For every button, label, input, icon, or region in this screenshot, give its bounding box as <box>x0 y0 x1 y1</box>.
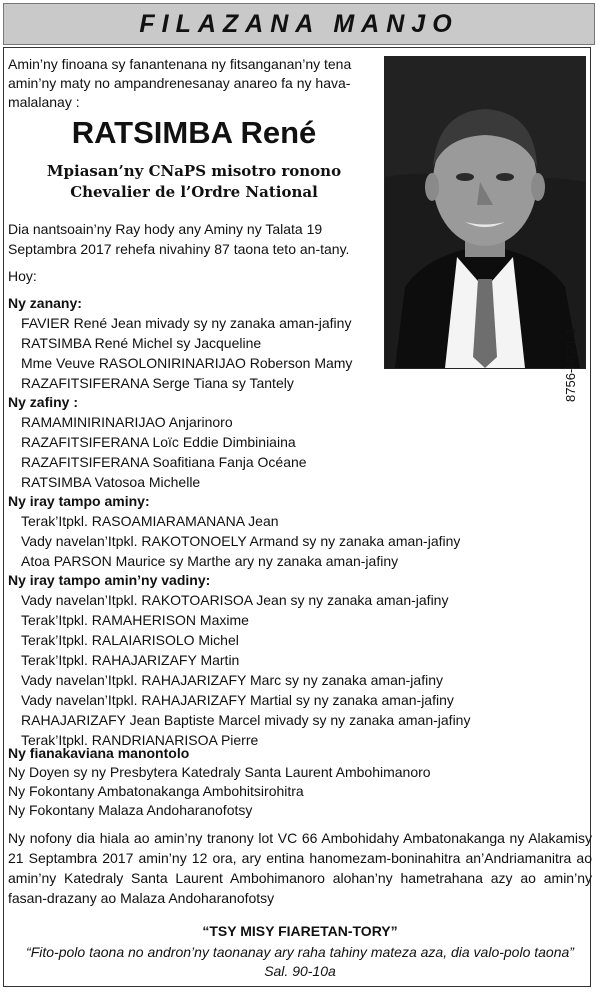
family-member: Terak’Itpkl. RASOAMIARAMANANA Jean <box>21 513 279 529</box>
psalm-reference: Sal. 90-10a <box>264 963 336 979</box>
family-member: RAZAFITSIFERANA Serge Tiana sy Tantely <box>21 375 294 391</box>
family-member: Vady navelan’Itpkl. RAHAJARIZAFY Martial sy ny zanaka aman-jafiny <box>21 692 454 708</box>
family-member: Mme Veuve RASOLONIRINARIJAO Roberson Mamy <box>21 355 353 371</box>
family-group-heading: Ny iray tampo amin’ny vadiny: <box>8 572 211 588</box>
family-member: Terak’Itpkl. RAMAHERISON Maxime <box>21 612 249 628</box>
notice-title: FILAZANA MANJO <box>139 10 459 38</box>
death-announcement: Dia nantsoain’ny Ray hody any Aminy ny Talata 19 Septambra 2017 rehefa nivahiny 87 taona teto an-tany. <box>8 221 350 257</box>
family-member: Vady navelan’Itpkl. RAKOTOARISOA Jean sy ny zanaka aman-jafiny <box>21 592 449 608</box>
notice-header <box>3 3 595 45</box>
extended-family <box>8 744 431 820</box>
deceased-name: RATSIMBA René <box>71 115 317 150</box>
reference-code: 8756-NC/1-1 <box>563 327 578 402</box>
deceased-subtitle-occupation: Mpiasan’ny CNaPS misotro ronono <box>46 162 342 180</box>
family-group-heading: Ny zanany: <box>8 295 82 311</box>
family-group-heading: Ny iray tampo aminy: <box>8 493 150 509</box>
motto: “TSY MISY FIARETAN-TORY” <box>202 923 398 939</box>
burial-details: Ny nofony dia hiala ao amin’ny tranony lot VC 66 Ambohidahy Ambatonakanga ny Alakamisy 21 Septambra 2017 amin’ny 12 ora, ary entina hanomezam-boninahitra an’Andriamanitra ao amin’ny Katedraly Santa Laurent Ambohimanoro alohan’ny hametrahana azy ao amin’ny fasan-drazany ao Malaza Andoharanofotsy <box>8 830 592 906</box>
family-group-heading: Ny zafiny : <box>8 394 79 410</box>
extended-family-heading: Ny fianakaviana manontolo <box>8 745 190 761</box>
hoy-label: Hoy: <box>8 268 37 284</box>
extended-family-item: Ny Fokontany Malaza Andoharanofotsy <box>8 802 253 818</box>
family-member: Terak’Itpkl. RALAIARISOLO Michel <box>21 632 239 648</box>
family-list <box>8 294 568 750</box>
family-member: RAZAFITSIFERANA Loïc Eddie Dimbiniaina <box>21 434 296 450</box>
extended-family-item: Ny Fokontany Ambatonakanga Ambohitsirohitra <box>8 783 304 799</box>
family-member: RAHAJARIZAFY Jean Baptiste Marcel mivady sy ny zanaka aman-jafiny <box>21 712 471 728</box>
family-member: Atoa PARSON Maurice sy Marthe ary ny zanaka aman-jafiny <box>21 553 399 569</box>
family-member: FAVIER René Jean mivady sy ny zanaka aman-jafiny <box>21 315 352 331</box>
family-member: RAZAFITSIFERANA Soafitiana Fanja Océane <box>21 454 307 470</box>
family-member: RATSIMBA Vatosoa Michelle <box>21 474 201 490</box>
psalm-quote: “Fito-polo taona no andron’ny taonanay ary raha tahiny mateza aza, dia valo-polo taona” <box>26 944 574 960</box>
deceased-titles <box>8 161 380 203</box>
extended-family-item: Ny Doyen sy ny Presbytera Katedraly Santa Laurent Ambohimanoro <box>8 764 431 780</box>
family-member: RATSIMBA René Michel sy Jacqueline <box>21 335 262 351</box>
family-member: Terak’Itpkl. RANDRIANARISOA Pierre <box>21 732 259 748</box>
deceased-subtitle-honor: Chevalier de l’Ordre National <box>70 183 318 201</box>
family-member: RAMAMINIRINARIJAO Anjarinoro <box>21 414 233 430</box>
family-member: Vady navelan’Itpkl. RAHAJARIZAFY Marc sy ny zanaka aman-jafiny <box>21 672 443 688</box>
family-member: Terak’Itpkl. RAHAJARIZAFY Martin <box>21 652 240 668</box>
intro-text: Amin’ny finoana sy fanantenana ny fitsanganan’ny tena amin’ny maty no ampandrenesanay anareo fa ny hava-malalanay : <box>8 56 352 110</box>
family-member: Vady navelan’Itpkl. RAKOTONOELY Armand sy ny zanaka aman-jafiny <box>21 533 461 549</box>
